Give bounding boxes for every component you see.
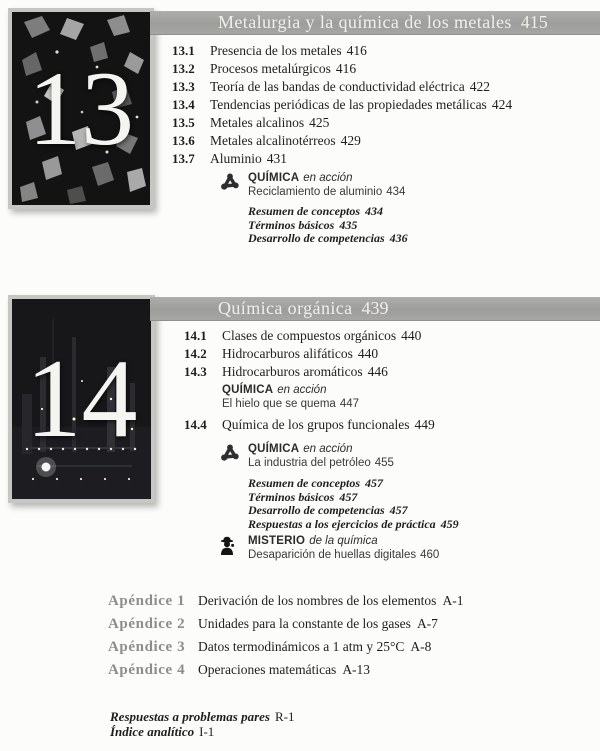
toc-entry (184, 363, 421, 381)
section-title: Teoría de las bandas de conductividad eléctrica (210, 79, 465, 94)
toc-entry (172, 60, 512, 78)
chapter-13-summaries (248, 205, 408, 246)
feature-title: Reciclamiento de aluminio 434 (248, 185, 406, 198)
chapter-13-big-number: 13 (28, 49, 134, 167)
section-title: Metales alcalinos (210, 115, 305, 130)
appendix-page: A-1 (442, 593, 464, 608)
section-page: 429 (340, 133, 361, 148)
toc-entry (172, 42, 512, 60)
section-title: Clases de compuestos orgánicos (222, 328, 397, 343)
section-number: 14.4 (184, 417, 207, 432)
feature-kicker: QUÍMICA en acción (248, 443, 353, 455)
toc-entry (172, 132, 512, 150)
appendix-page: A-8 (410, 639, 432, 654)
appendix-list (108, 589, 463, 681)
toc-entry (184, 327, 421, 345)
detective-icon (220, 535, 240, 562)
feature-title: El hielo que se quema 447 (222, 397, 359, 410)
section-page: 440 (401, 328, 422, 343)
chemistry-mystery-14 (220, 535, 439, 562)
toc-entry (172, 78, 512, 96)
chapter-14-summaries (248, 477, 459, 531)
summary-line: Resumen de conceptos 434 (248, 204, 383, 218)
section-title: Hidrocarburos alifáticos (222, 346, 353, 361)
appendix-page: A-13 (342, 662, 371, 677)
section-number: 13.1 (172, 43, 195, 58)
section-number: 13.4 (172, 97, 195, 112)
section-page: 440 (357, 346, 379, 361)
backmatter-entry: Respuestas a problemas pares R-1 (110, 709, 295, 724)
summary-line: Desarrollo de competencias 457 (248, 503, 408, 517)
chapter-13-header (150, 11, 600, 35)
summary-line: Términos básicos 435 (248, 217, 358, 232)
toc-entry (172, 114, 512, 132)
chapter-14-page: 439 (361, 298, 389, 318)
section-page: 422 (469, 79, 490, 94)
appendix-label: Apéndice 1 (108, 593, 186, 609)
appendix-page: A-7 (416, 616, 438, 631)
appendix-label: Apéndice 3 (108, 639, 186, 655)
section-title: Presencia de los metales (210, 43, 342, 58)
section-page: 424 (491, 97, 513, 112)
chapter-14-header (150, 297, 600, 321)
section-page: 431 (266, 151, 288, 166)
section-number: 14.3 (184, 364, 207, 379)
section-number: 13.5 (172, 115, 195, 130)
feature-kicker: MISTERIO de la química (248, 535, 378, 547)
summary-line: Resumen de conceptos 457 (248, 476, 383, 490)
section-number: 13.2 (172, 61, 195, 76)
chapter-13-photo (8, 8, 154, 209)
chapter-14-section-list (184, 327, 421, 381)
section-number: 13.6 (172, 133, 195, 148)
summary-line: Respuestas a los ejercicios de práctica 459 (248, 516, 459, 531)
toc-entry (172, 96, 512, 114)
appendix-title: Datos termodinámicos a 1 atm y 25°C (198, 639, 405, 654)
summary-line: Desarrollo de competencias 436 (248, 231, 408, 245)
section-title: Tendencias periódicas de las propiedades metálicas (210, 97, 487, 112)
appendix-label: Apéndice 4 (108, 662, 186, 678)
section-page: 416 (335, 61, 357, 76)
chapter-14-photo (8, 295, 155, 503)
appendix-title: Derivación de los nombres de los elementos (198, 593, 437, 608)
section-page: 425 (309, 115, 330, 130)
feature-kicker: QUÍMICA en acción (248, 172, 353, 184)
section-page: 416 (346, 43, 367, 58)
appendix-entry (108, 612, 463, 635)
chapter-14-big-number: 14 (25, 336, 138, 461)
chemistry-in-action-14-inline (222, 384, 359, 411)
chapter-13-section-list (172, 42, 512, 168)
appendix-entry (108, 658, 463, 681)
backmatter (110, 709, 294, 739)
appendix-label: Apéndice 2 (108, 616, 186, 632)
feature-title: Desaparición de huellas digitales 460 (248, 548, 440, 561)
section-number: 13.3 (172, 79, 195, 94)
appendix-entry (108, 635, 463, 658)
chemistry-in-action-14 (220, 443, 394, 470)
scrap-metal-photo (12, 12, 150, 205)
feature-kicker: QUÍMICA en acción (222, 384, 327, 396)
section-title: Procesos metalúrgicos (210, 61, 331, 76)
section-title: Hidrocarburos aromáticos (222, 364, 363, 379)
appendix-title: Unidades para la constante de los gases (198, 616, 411, 631)
section-page: 449 (414, 417, 435, 432)
appendix-title: Operaciones matemáticas (198, 662, 337, 677)
molecule-icon (220, 443, 240, 470)
toc-entry (184, 416, 435, 434)
chapter-13-title: Metalurgia y la química de los metales (218, 12, 512, 32)
section-title: Aluminio (210, 151, 262, 166)
refinery-night-photo (12, 299, 151, 499)
backmatter-entry: Índice analítico I-1 (110, 724, 215, 739)
appendix-entry (108, 589, 463, 612)
toc-entry (172, 150, 512, 168)
section-title: Química de los grupos funcionales (222, 417, 410, 432)
section-number: 14.2 (184, 346, 207, 361)
section-page: 446 (367, 364, 388, 379)
summary-line: Términos básicos 457 (248, 489, 358, 504)
chemistry-in-action-13 (220, 172, 405, 199)
chapter-14-title: Química orgánica (218, 298, 353, 318)
chapter-14-section-list-2 (184, 416, 435, 434)
molecule-icon (220, 172, 240, 199)
chapter-13-page: 415 (520, 12, 548, 32)
section-title: Metales alcalinotérreos (210, 133, 336, 148)
section-number: 13.7 (172, 151, 195, 166)
section-number: 14.1 (184, 328, 207, 343)
feature-title: La industria del petróleo 455 (248, 456, 394, 469)
toc-entry (184, 345, 421, 363)
